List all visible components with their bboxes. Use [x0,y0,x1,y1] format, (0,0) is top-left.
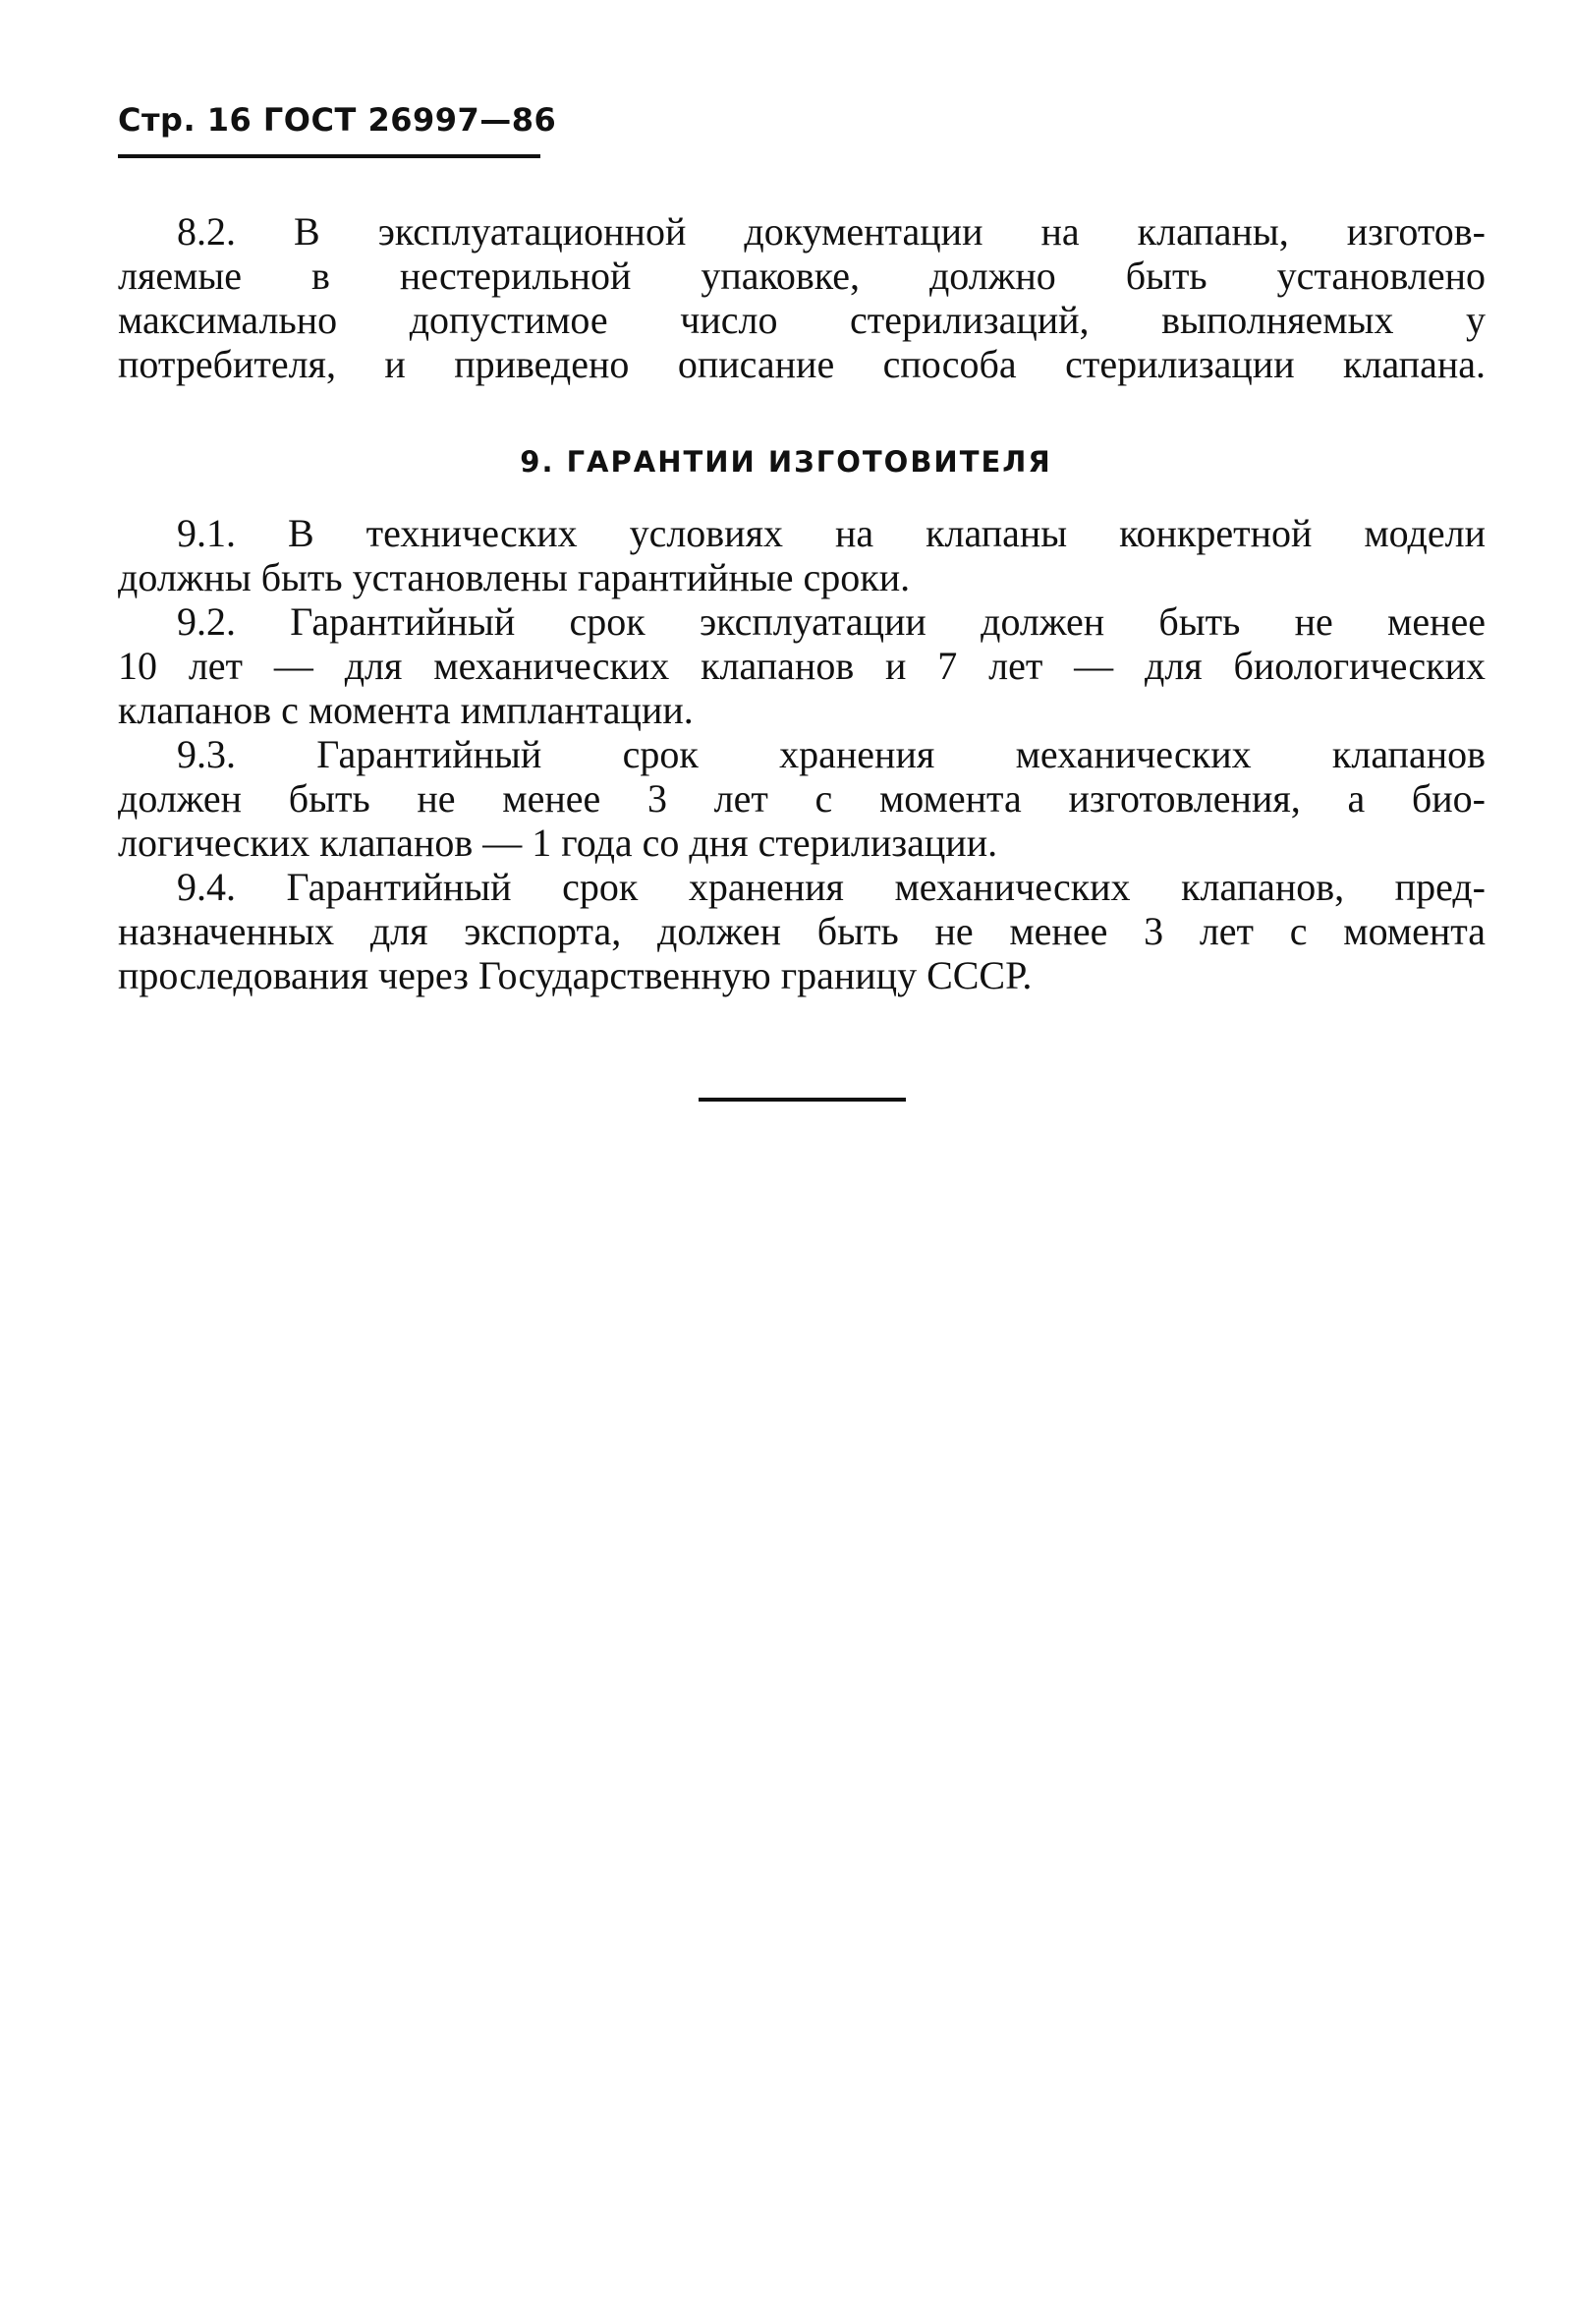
end-rule [699,1098,906,1102]
paragraph-9-4 [118,865,1486,997]
text-line: ляемые в нестерильной упаковке, должно быть установлено [118,254,1486,298]
text-line: клапанов с момента имплантации. [118,688,694,732]
text-line: должен быть не менее 3 лет с момента изготовления, а био- [118,776,1486,821]
text-line: должны быть установлены гарантийные сроки. [118,555,911,599]
page-header: Стр. 16 ГОСТ 26997—86 [118,101,557,139]
paragraph-9-2 [118,599,1486,732]
paragraph-8-2 [118,209,1486,386]
text-line: 9.4. Гарантийный срок хранения механических клапанов, пред- [177,865,1486,909]
text-line: 9.1. В технических условиях на клапаны конкретной модели [177,511,1486,555]
text-line: 10 лет — для механических клапанов и 7 лет — для биологических [118,644,1486,688]
section-heading: 9. ГАРАНТИИ ИЗГОТОВИТЕЛЯ [520,445,1052,479]
paragraph-9-1 [118,511,1486,599]
text-line: максимально допустимое число стерилизаций, выполняемых у [118,298,1486,342]
header-rule [118,154,540,158]
text-line: логических клапанов — 1 года со дня стерилизации. [118,821,998,865]
text-line: 8.2. В эксплуатационной документации на клапаны, изготов- [177,209,1486,254]
text-line: 9.2. Гарантийный срок эксплуатации должен быть не менее [177,599,1486,644]
paragraph-9-3 [118,732,1486,865]
text-line: проследования через Государственную границу СССР. [118,953,1033,997]
text-line: назначенных для экспорта, должен быть не менее 3 лет с момента [118,909,1486,953]
text-line: 9.3. Гарантийный срок хранения механических клапанов [177,732,1486,776]
text-line: потребителя, и приведено описание способа стерилизации клапана. [118,342,1486,386]
